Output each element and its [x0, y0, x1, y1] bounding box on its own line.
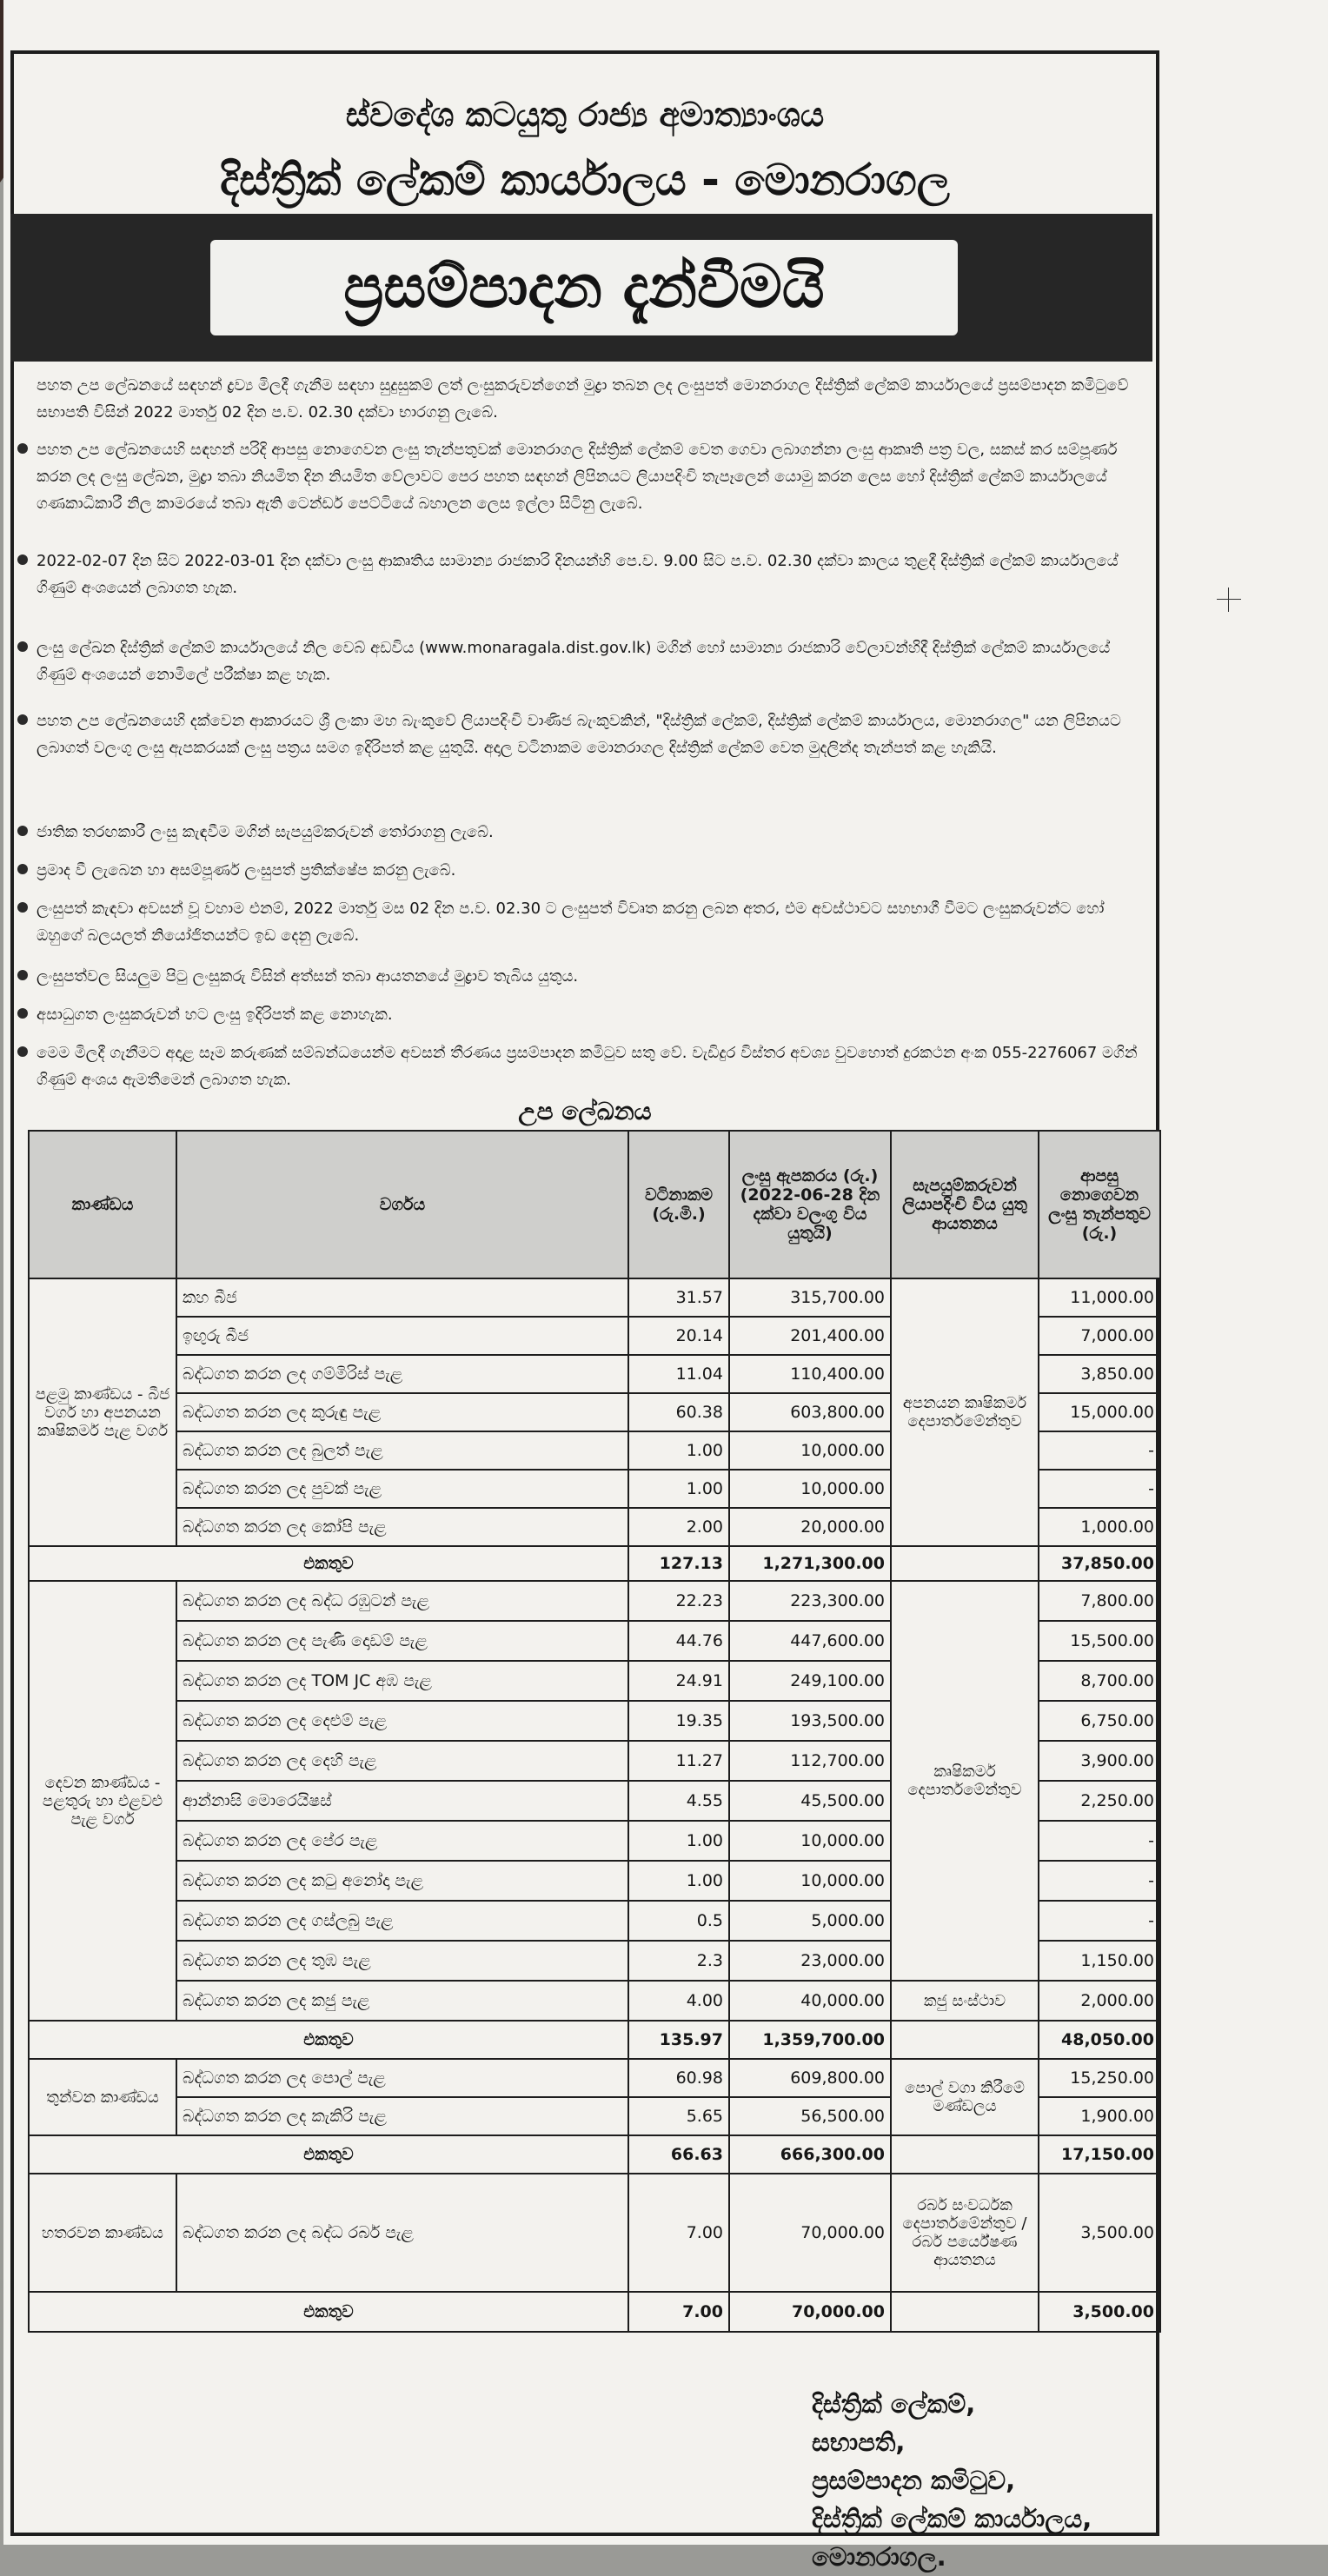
bullet-icon — [17, 970, 28, 980]
bond-cell: 10,000.00 — [729, 1821, 891, 1861]
item-cell: බද්ධගත කරන ලද කෝපි පැළ — [176, 1508, 628, 1546]
total-label: එකතුව — [29, 2021, 628, 2059]
value-cell: 1.00 — [628, 1821, 729, 1861]
bullet-icon — [17, 554, 28, 565]
deposit-cell: - — [1039, 1901, 1160, 1941]
bond-cell: 23,000.00 — [729, 1941, 891, 1981]
total-deposit: 48,050.00 — [1039, 2021, 1160, 2059]
bond-cell: 223,300.00 — [729, 1581, 891, 1621]
item-cell: බද්ධගත කරන ලද බද්ධ රබර් පැළ — [176, 2174, 628, 2292]
table-row — [29, 2059, 1160, 2097]
value-cell: 1.00 — [628, 1431, 729, 1470]
bond-cell: 10,000.00 — [729, 1470, 891, 1508]
item-cell: බද්ධගත කරන ලද ගම්මිරිස් පැළ — [176, 1355, 628, 1393]
total-row — [29, 1546, 1160, 1581]
deposit-cell: 3,850.00 — [1039, 1355, 1160, 1393]
header-value: වටිනාකම (රු.මි.) — [628, 1131, 729, 1278]
item-cell: බද්ධගත කරන ලද කැකිරි පැළ — [176, 2097, 628, 2135]
office-heading: දිස්ත්‍රික් ලේකම් කාර්යාලය - මොනරාගල — [220, 155, 950, 205]
table-row — [29, 1278, 1160, 1317]
header-item: වර්ගය — [176, 1131, 628, 1278]
deposit-cell: - — [1039, 1470, 1160, 1508]
total-value: 66.63 — [628, 2135, 729, 2174]
item-cell: බද්ධගත කරන ලද ගස්ලබු පැළ — [176, 1901, 628, 1941]
item-cell: බද්ධගත කරන ලද පොල් පැළ — [176, 2059, 628, 2097]
bond-cell: 315,700.00 — [729, 1278, 891, 1317]
bond-cell: 40,000.00 — [729, 1981, 891, 2021]
value-cell: 5.65 — [628, 2097, 729, 2135]
bond-cell: 56,500.00 — [729, 2097, 891, 2135]
header-deposit: ආපසු නොගෙවන ලංසු තැන්පතුව (රු.) — [1039, 1131, 1160, 1278]
item-cell: බද්ධගත කරන ලද කුරුඳු පැළ — [176, 1393, 628, 1431]
bond-cell: 603,800.00 — [729, 1393, 891, 1431]
item-cell: බද්ධගත කරන ලද දෙහි පැළ — [176, 1741, 628, 1781]
value-cell: 20.14 — [628, 1317, 729, 1355]
item-cell: බද්ධගත කරන ලද පැණි දොඩම් පැළ — [176, 1621, 628, 1661]
condition-item: පහත උප ලේඛනයෙහි දක්වෙන ආකාරයට ශ්‍රී ලංකා මහ බැංකුවේ ලියාපදිංචි වාණිජ බැංකුවකින්, "දිස්ත්‍රික් ලේකම්, දිස්ත්‍රික් ලේකම් කාර්යාලය, මොනරාගල" යන ලිපිනයට ලබාගත් වලංගු ලංසු ඇපකරයක් ලංසු පත්‍රය සමග ඉදිරිපත් කළ යුතුයි. අදාල වටිනාකම මොනරාගල දිස්ත්‍රික් ලේකම් වෙත මුදලින්ද තැන්පත් කළ හැකියි. — [37, 707, 1149, 761]
registration-cell: රබර් සංවර්ධක දෙපාර්තමේන්තුව / රබර් පර්යේෂණ ආයතනය — [891, 2174, 1039, 2292]
total-bond: 70,000.00 — [729, 2292, 891, 2332]
condition-item: අසාධුගත ලංසුකරුවන් හට ලංසු ඉදිරිපත් කළ නොහැක. — [37, 1001, 1149, 1028]
total-deposit: 3,500.00 — [1039, 2292, 1160, 2332]
value-cell: 44.76 — [628, 1621, 729, 1661]
value-cell: 11.04 — [628, 1355, 729, 1393]
bond-cell: 10,000.00 — [729, 1431, 891, 1470]
signature-line: ප්‍රසම්පාදන කමිටුව, — [812, 2466, 1016, 2495]
condition-item: ප්‍රමාද වී ලැබෙන හා අසම්පූර්ණ ලංසුපත් ප්‍රතික්ෂේප කරනු ලැබේ. — [37, 857, 1149, 884]
intro-paragraph: පහත උප ලේඛනයේ සඳහන් ද්‍රව්‍ය මිලදී ගැනීම සඳහා සුදුසුකම් ලත් ලංසුකරුවන්ගෙන් මුද්‍රා තබන ලද ලංසුපත් මොනරාගල දිස්ත්‍රික් ලේකම් කාර්යාලයේ ප්‍රසම්පාදන කමිටුවේ සභාපති විසින් 2022 මාර්තු 02 දින ප.ව. 02.30 දක්වා භාරගනු ලැබේ. — [37, 376, 1129, 422]
total-value: 127.13 — [628, 1546, 729, 1581]
deposit-cell: 3,900.00 — [1039, 1741, 1160, 1781]
section-cell: පළමු කාණ්ඩය - බීජ වර්ග හා අපනයන කෘෂිකර්ම පැළ වර්ග — [29, 1278, 176, 1546]
bond-cell: 45,500.00 — [729, 1781, 891, 1821]
registration-cell: අපනයන කෘෂිකර්ම දෙපාර්තමේන්තුව — [891, 1278, 1039, 1546]
bond-cell: 447,600.00 — [729, 1621, 891, 1661]
deposit-cell: 1,900.00 — [1039, 2097, 1160, 2135]
bullet-icon — [17, 864, 28, 874]
total-bond: 1,359,700.00 — [729, 2021, 891, 2059]
value-cell: 7.00 — [628, 2174, 729, 2292]
total-bond: 666,300.00 — [729, 2135, 891, 2174]
header-section: කාණ්ඩය — [29, 1131, 176, 1278]
newspaper-page — [3, 0, 1328, 2572]
condition-item: ලංසුපත්වල සියලුම පිටු ලංසුකරු විසින් අත්සන් තබා ආයතනයේ මුද්‍රාව තැබිය යුතුය. — [37, 963, 1149, 990]
header-bond: ලංසු ඇපකරය (රු.) (2022-06-28 දින දක්වා වලංගු විය යුතුයි) — [729, 1131, 891, 1278]
value-cell: 0.5 — [628, 1901, 729, 1941]
value-cell: 1.00 — [628, 1861, 729, 1901]
bullet-icon — [17, 1046, 28, 1057]
condition-item: 2022-02-07 දින සිට 2022-03-01 දින දක්වා ලංසු ආකෘතිය සාමාන්‍ය රාජකාරි දිනයන්හි පෙ.ව. 9.00 සිට ප.ව. 02.30 දක්වා කාලය තුළදී දිස්ත්‍රික් ලේකම් කාර්යාලයේ ගිණුම් අංශයෙන් ලබාගත හැක. — [37, 548, 1149, 601]
value-cell: 24.91 — [628, 1661, 729, 1701]
bullet-icon — [17, 641, 28, 652]
bullet-icon — [17, 902, 28, 913]
item-cell: ආන්නාසි මොරෙයිෂස් — [176, 1781, 628, 1821]
item-cell: බද්ධගත කරන ලද බද්ධ රඹුටන් පැළ — [176, 1581, 628, 1621]
bond-cell: 10,000.00 — [729, 1861, 891, 1901]
total-row — [29, 2292, 1160, 2332]
section-cell: හතරවන කාණ්ඩය — [29, 2174, 176, 2292]
total-label: එකතුව — [29, 2135, 628, 2174]
signature-line: දිස්ත්‍රික් ලේකම් කාර්යාලය, — [812, 2504, 1092, 2533]
deposit-cell: 6,750.00 — [1039, 1701, 1160, 1741]
total-bond: 1,271,300.00 — [729, 1546, 891, 1581]
deposit-cell: - — [1039, 1431, 1160, 1470]
section-cell: දෙවන කාණ්ඩය - පළතුරු හා එළවළු පැළ වර්ග — [29, 1581, 176, 2021]
item-cell: කහ බීජ — [176, 1278, 628, 1317]
bond-cell: 5,000.00 — [729, 1901, 891, 1941]
schedule-title: උප ලේඛනය — [518, 1097, 652, 1125]
value-cell: 60.98 — [628, 2059, 729, 2097]
section-cell: තුන්වන කාණ්ඩය — [29, 2059, 176, 2135]
bond-cell: 249,100.00 — [729, 1661, 891, 1701]
condition-item: පහත උප ලේඛනයෙහි සඳහන් පරිදි ආපසු නොගෙවන ලංසු තැන්පතුවක් මොනරාගල දිස්ත්‍රික් ලේකම් වෙත ගෙවා ලබාගන්නා ලංසු ආකෘති පත්‍ර වල, සකස් කර සම්පූර්ණ කරන ලද ලංසු ලේඛන, මුද්‍රා තබා නියමිත දින නියමිත වේලාවට පෙර පහත සඳහන් ලිපිනයට ලියාපදිංචි තැපෑලෙන් යොමු කරන ලෙස හෝ දිස්ත්‍රික් ලේකම් කාර්යාලයේ ගණකාධිකාරී නිල කාමරයේ තබා ඇති ටෙන්ඩර් පෙට්ටියේ බහාලන ලෙස ඉල්ලා සිටිනු ලැබේ. — [37, 436, 1149, 517]
condition-item: ලංසුපත් කැඳවා අවසන් වූ වහාම එනම්, 2022 මාර්තු මස 02 දින ප.ව. 02.30 ට ලංසුපත් විවෘත කරනු ලබන අතර, එම අවස්ථාවට සහභාගී වීමට ලංසුකරුවන්ට හෝ ඔහුගේ බලයලත් නියෝජිතයන්ට ඉඩ දෙනු ලැබේ. — [37, 895, 1149, 949]
registration-cell: කජු සංස්ථාව — [891, 1981, 1039, 2021]
bond-cell: 110,400.00 — [729, 1355, 891, 1393]
deposit-cell: 1,150.00 — [1039, 1941, 1160, 1981]
deposit-cell: - — [1039, 1821, 1160, 1861]
registration-cell: පොල් වගා කිරීමේ මණ්ඩලය — [891, 2059, 1039, 2135]
empty-cell — [891, 2292, 1039, 2332]
table-row — [29, 1581, 1160, 1621]
value-cell: 11.27 — [628, 1741, 729, 1781]
empty-cell — [891, 2135, 1039, 2174]
condition-item: ලංසු ලේඛන දිස්ත්‍රික් ලේකම් කාර්යාලයේ නිල වෙබ් අඩවිය (www.monaragala.dist.gov.lk) මගින් හෝ සාමාන්‍ය රාජකාරි වේලාවන්හිදී දිස්ත්‍රික් ලේකම් කාර්යාලයේ ගිණුම් අංශයෙන් නොමිලේ පරීක්ෂා කළ හැක. — [37, 634, 1149, 688]
value-cell: 60.38 — [628, 1393, 729, 1431]
total-deposit: 37,850.00 — [1039, 1546, 1160, 1581]
signature-line: සභාපති, — [812, 2427, 906, 2457]
bond-cell: 20,000.00 — [729, 1508, 891, 1546]
registration-cell: කෘෂිකර්ම දෙපාර්තමේන්තුව — [891, 1581, 1039, 1981]
bond-cell: 609,800.00 — [729, 2059, 891, 2097]
total-value: 135.97 — [628, 2021, 729, 2059]
bullet-icon — [17, 443, 28, 454]
total-row — [29, 2021, 1160, 2059]
item-cell: බද්ධගත කරන ලද බුලත් පැළ — [176, 1431, 628, 1470]
title-banner — [10, 214, 1152, 362]
notice-title: ප්‍රසම්පාදන දැන්වීමයි — [210, 240, 958, 335]
item-cell: ඉඟුරු බීජ — [176, 1317, 628, 1355]
deposit-cell: 7,800.00 — [1039, 1581, 1160, 1621]
deposit-cell: 15,250.00 — [1039, 2059, 1160, 2097]
deposit-cell: - — [1039, 1861, 1160, 1901]
item-cell: බද්ධගත කරන ලද පුවක් පැළ — [176, 1470, 628, 1508]
deposit-cell: 2,250.00 — [1039, 1781, 1160, 1821]
value-cell: 19.35 — [628, 1701, 729, 1741]
deposit-cell: 15,000.00 — [1039, 1393, 1160, 1431]
deposit-cell: 2,000.00 — [1039, 1981, 1160, 2021]
deposit-cell: 15,500.00 — [1039, 1621, 1160, 1661]
value-cell: 4.00 — [628, 1981, 729, 2021]
total-row — [29, 2135, 1160, 2174]
total-label: එකතුව — [29, 2292, 628, 2332]
crosshair-icon — [1217, 588, 1241, 612]
condition-item: මෙම මිලදී ගැනීමට අදාළ සෑම කරුණක් සම්බන්ධයෙන්ම අවසන් තීරණය ප්‍රසම්පාදන කමිටුව සතු වේ. වැඩිදුර විස්තර අවශ්‍ය වුවහොත් දුරකථන අංක 055-2276067 මගින් ගිණුම් අංශය ඇමතීමෙන් ලබාගත හැක. — [37, 1039, 1149, 1093]
signature-line: මොනරාගල. — [812, 2542, 946, 2572]
value-cell: 4.55 — [628, 1781, 729, 1821]
ministry-heading: ස්වදේශ කටයුතු රාජ්‍ය අමාත්‍යාංශය — [345, 96, 825, 134]
item-cell: බද්ධගත කරන ලද කජු පැළ — [176, 1981, 628, 2021]
total-value: 7.00 — [628, 2292, 729, 2332]
deposit-cell: 1,000.00 — [1039, 1508, 1160, 1546]
signature-line: දිස්ත්‍රික් ලේකම්, — [812, 2389, 976, 2419]
value-cell: 31.57 — [628, 1278, 729, 1317]
deposit-cell: 3,500.00 — [1039, 2174, 1160, 2292]
total-deposit: 17,150.00 — [1039, 2135, 1160, 2174]
condition-item: ජාතික තරඟකාරී ලංසු කැඳවීම මගින් සැපයුම්කරුවන් තෝරාගනු ලැබේ. — [37, 819, 1149, 846]
item-cell: බද්ධගත කරන ලද පේර පැළ — [176, 1821, 628, 1861]
schedule-table — [28, 1130, 1161, 2333]
bond-cell: 70,000.00 — [729, 2174, 891, 2292]
bond-cell: 112,700.00 — [729, 1741, 891, 1781]
bond-cell: 193,500.00 — [729, 1701, 891, 1741]
item-cell: බද්ධගත කරන ලද දෙළුම් පැළ — [176, 1701, 628, 1741]
table-row — [29, 2174, 1160, 2292]
total-label: එකතුව — [29, 1546, 628, 1581]
deposit-cell: 8,700.00 — [1039, 1661, 1160, 1701]
signature-block — [812, 2385, 1125, 2576]
table-row — [29, 1981, 1160, 2021]
item-cell: බද්ධගත කරන ලද TOM JC අඹ පැළ — [176, 1661, 628, 1701]
table-header-row — [29, 1131, 1160, 1278]
value-cell: 2.3 — [628, 1941, 729, 1981]
bullet-icon — [17, 826, 28, 836]
item-cell: බද්ධගත කරන ලද තුඹ පැළ — [176, 1941, 628, 1981]
value-cell: 22.23 — [628, 1581, 729, 1621]
item-cell: බද්ධගත කරන ලද කටු අනෝදා පැළ — [176, 1861, 628, 1901]
deposit-cell: 11,000.00 — [1039, 1278, 1160, 1317]
empty-cell — [891, 1546, 1039, 1581]
empty-cell — [891, 2021, 1039, 2059]
bond-cell: 201,400.00 — [729, 1317, 891, 1355]
bullet-icon — [17, 1008, 28, 1019]
deposit-cell: 7,000.00 — [1039, 1317, 1160, 1355]
value-cell: 2.00 — [628, 1508, 729, 1546]
header-registration: සැපයුම්කරුවන් ලියාපදිංචි විය යුතු ආයතනය — [891, 1131, 1039, 1278]
value-cell: 1.00 — [628, 1470, 729, 1508]
bullet-icon — [17, 714, 28, 725]
